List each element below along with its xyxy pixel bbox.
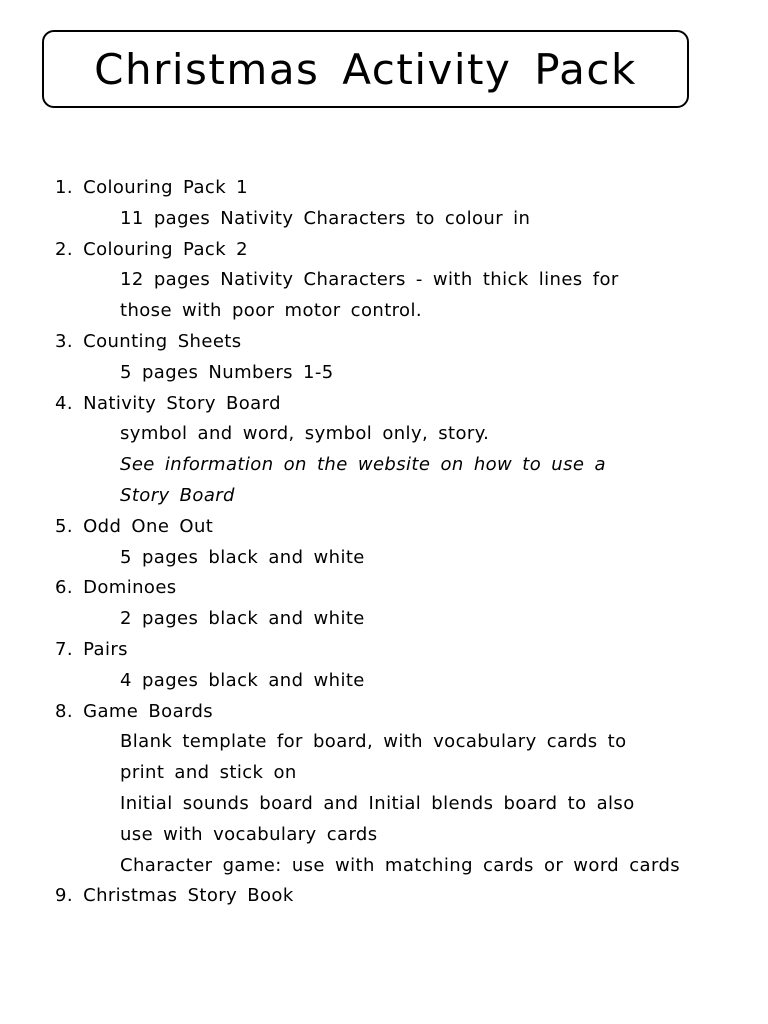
list-item-heading: 1. Colouring Pack 1 <box>55 177 249 198</box>
list-item-detail: Character game: use with matching cards or word cards <box>120 854 681 876</box>
list-item-detail: 11 pages Nativity Characters to colour in <box>120 207 531 229</box>
list-item-detail: Story Board <box>120 484 235 506</box>
list-item-detail: 2 pages black and white <box>120 608 365 630</box>
list-item-heading: 2. Colouring Pack 2 <box>55 238 249 260</box>
list-item-heading: 5. Odd One Out <box>55 515 214 537</box>
page-title: Christmas Activity Pack <box>94 44 637 94</box>
list-item-detail: print and stick on <box>120 762 297 784</box>
activity-list <box>55 173 755 912</box>
list-item-heading: 3. Counting Sheets <box>55 330 242 352</box>
list-item-detail: 12 pages Nativity Characters - with thick lines for <box>120 269 619 291</box>
list-item-detail: 5 pages black and white <box>120 546 365 568</box>
list-item-detail: 5 pages Numbers 1-5 <box>120 361 334 383</box>
list-item-heading: 6. Dominoes <box>55 577 177 599</box>
list-item-detail: those with poor motor control. <box>120 300 422 322</box>
list-item-heading: 4. Nativity Story Board <box>55 392 281 414</box>
list-item-detail: use with vocabulary cards <box>120 823 378 845</box>
list-item-detail: See information on the website on how to use a <box>120 454 606 476</box>
list-item-heading: 9. Christmas Story Book <box>55 885 294 907</box>
list-item-detail: 4 pages black and white <box>120 669 365 691</box>
title-box <box>42 30 689 108</box>
list-item-detail: symbol and word, symbol only, story. <box>120 423 490 445</box>
list-item-detail: Initial sounds board and Initial blends board to also <box>120 792 635 814</box>
list-item-detail: Blank template for board, with vocabulary cards to <box>120 731 627 753</box>
list-item-heading: 7. Pairs <box>55 638 128 660</box>
list-item-heading: 8. Game Boards <box>55 700 214 722</box>
